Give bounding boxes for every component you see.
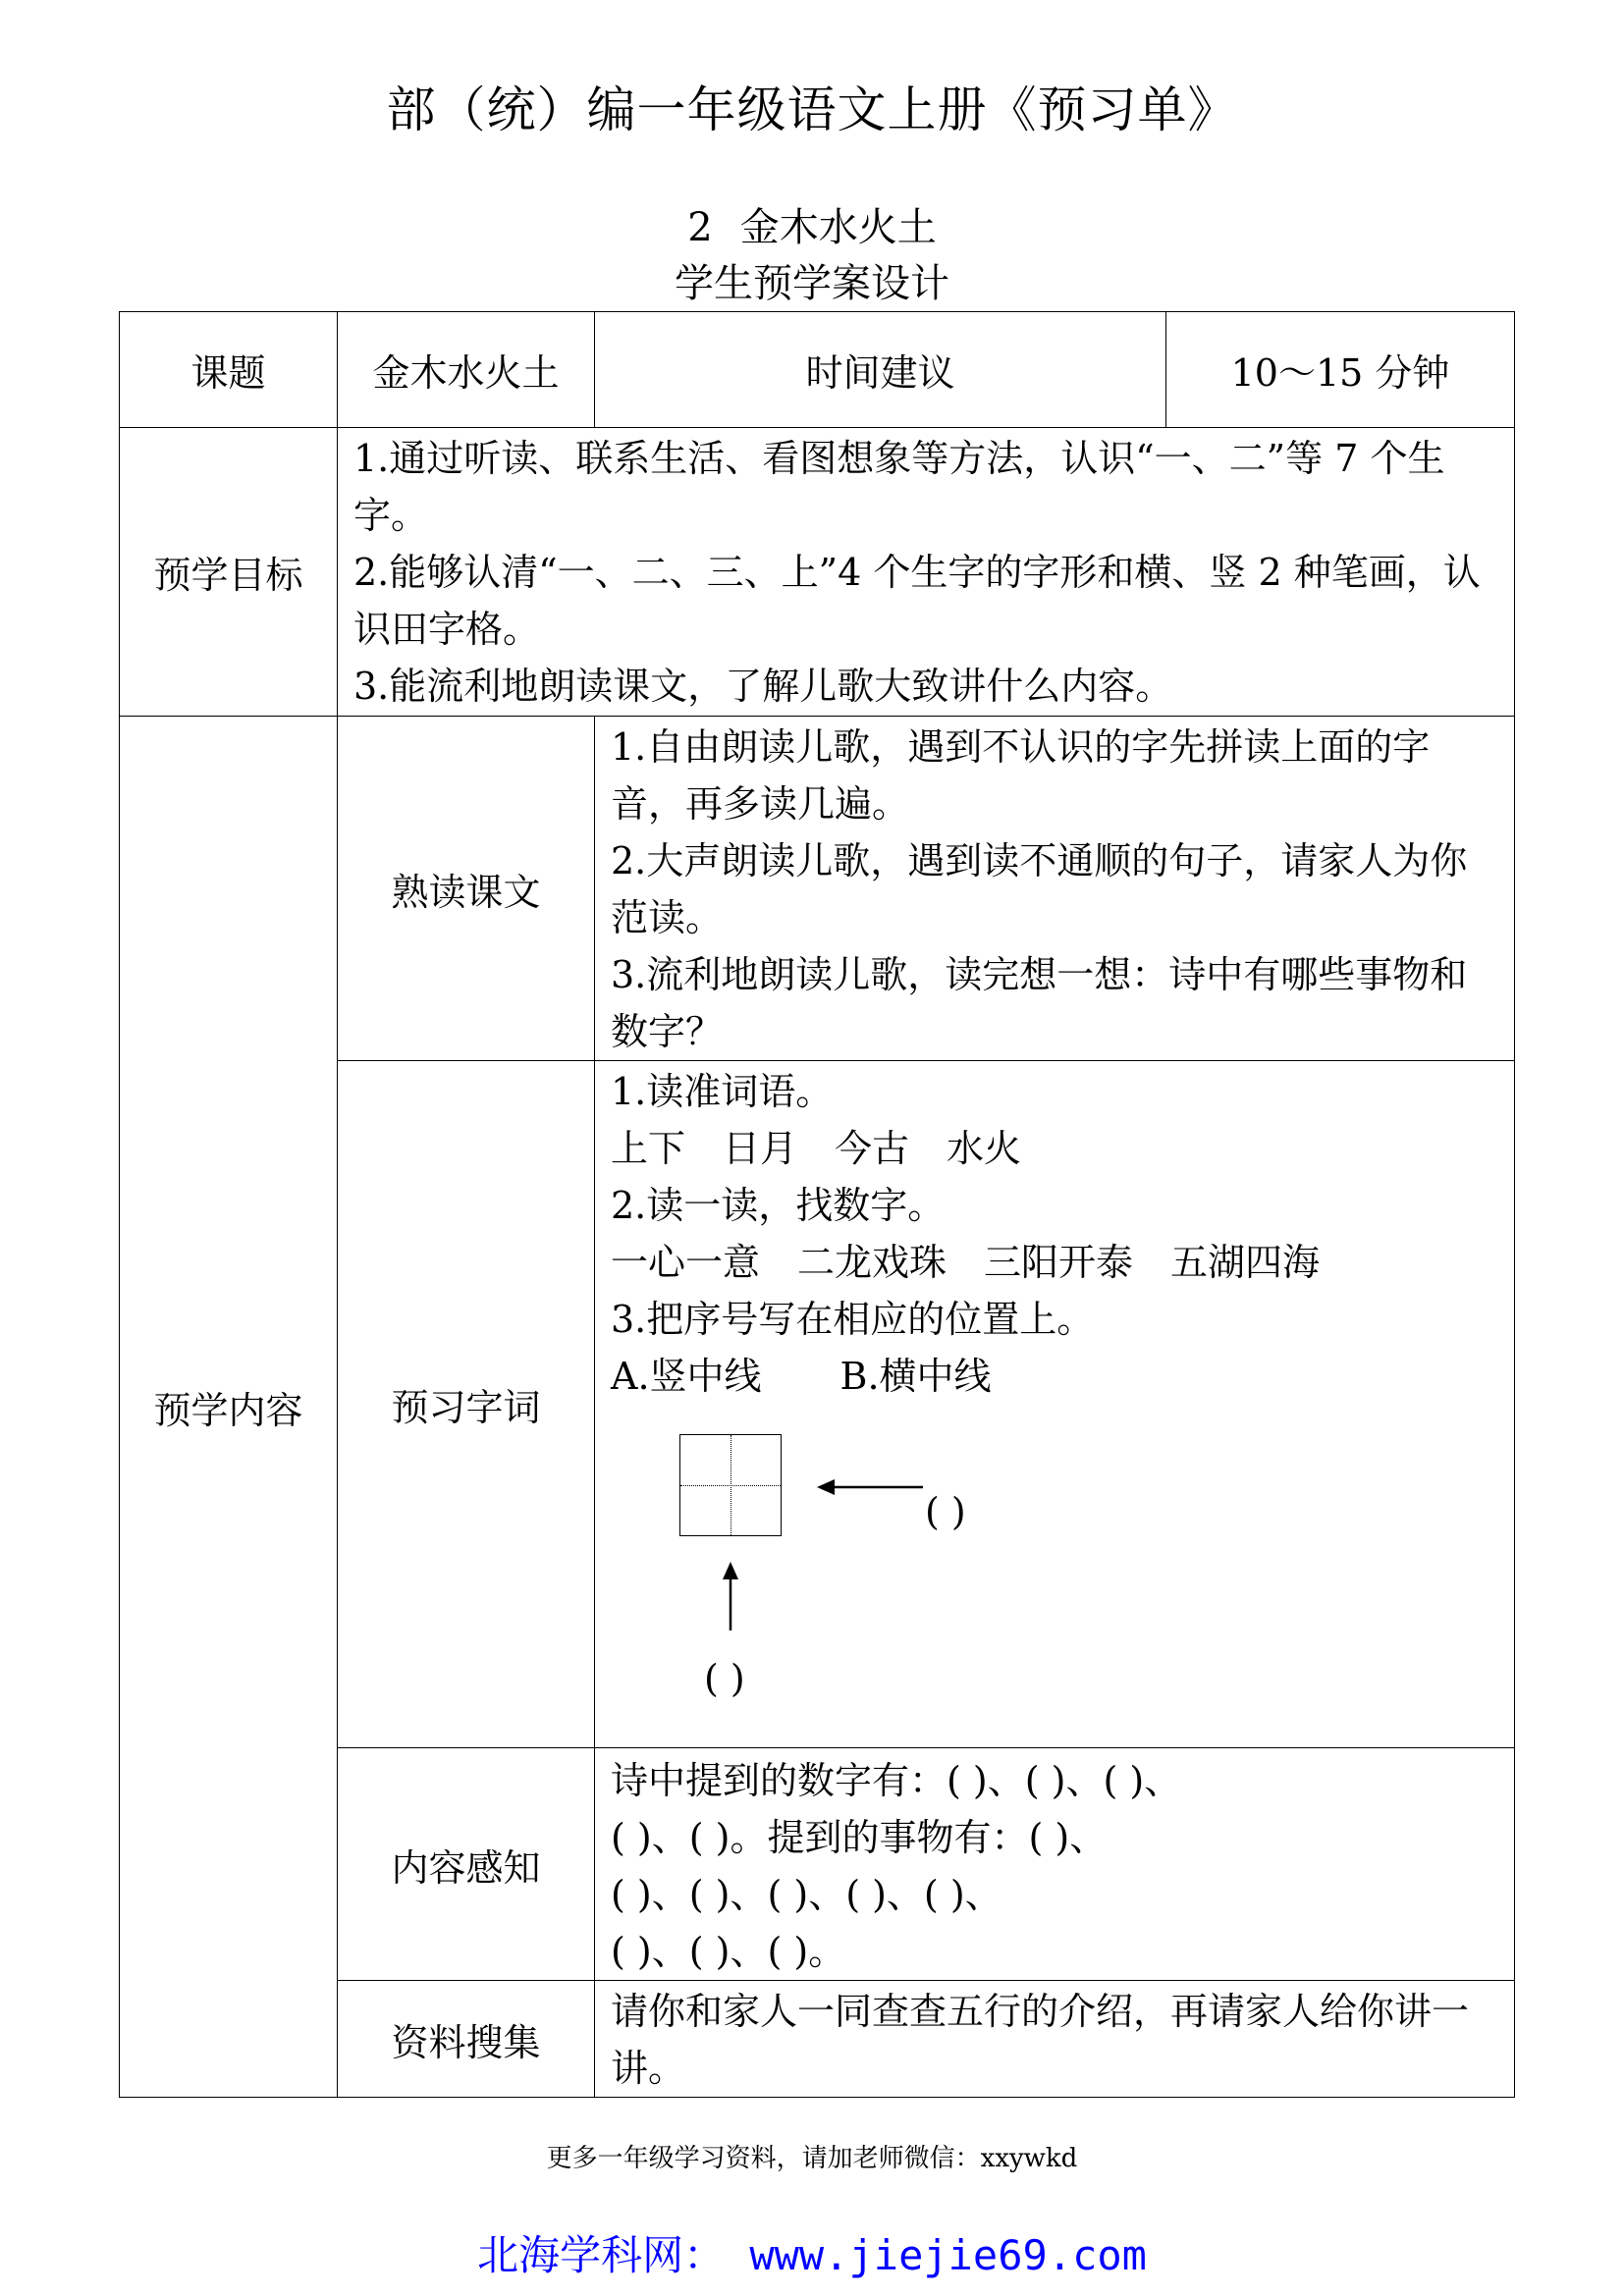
perception-line: ( )、( )、( )、( )、( )、: [611, 1873, 1002, 1916]
perception-line: ( )、( )、( )。: [611, 1930, 846, 1973]
time-value: 10～15 分钟: [1166, 312, 1515, 428]
words-q1: 1.读准词语。: [611, 1070, 834, 1113]
perception-text[interactable]: [595, 1748, 1515, 1981]
perception-line: 诗中提到的数字有：( )、( )、( )、: [611, 1759, 1182, 1802]
document-title: 部（统）编一年级语文上册《预习单》: [386, 81, 1238, 138]
reading-item: 1.自由朗读儿歌，遇到不认识的字先拼读上面的字音，再多读几遍。: [611, 725, 1431, 826]
idiom-item: 三阳开泰: [984, 1241, 1134, 1284]
goals-label: 预学目标: [120, 428, 338, 717]
topic-label: 课题: [120, 312, 338, 428]
topic-value: 金木水火土: [338, 312, 595, 428]
words-q3-options: [611, 1348, 1502, 1405]
footer-brand-link[interactable]: 北海学科网： www.jiejie69.com: [477, 2231, 1147, 2279]
lesson-number: 2: [687, 205, 713, 250]
words-text: [595, 1061, 1515, 1748]
time-label: 时间建议: [595, 312, 1166, 428]
reading-item: 3.流利地朗读儿歌，读完想一想：诗中有哪些事物和数字？: [611, 953, 1468, 1053]
tianzige-diagram: [611, 1405, 1502, 1699]
perception-label: 内容感知: [338, 1748, 595, 1981]
arrow-left-icon: [817, 1475, 925, 1499]
option-item: B.横中线: [839, 1355, 992, 1398]
blank-vertical[interactable]: ( ): [704, 1657, 745, 1700]
topic-row: [120, 312, 1515, 428]
words-q1-list: [611, 1120, 1502, 1177]
word-item: 今古: [835, 1127, 910, 1170]
preview-table: [119, 311, 1515, 2098]
research-label: 资料搜集: [338, 1981, 595, 2098]
goals-row: [120, 428, 1515, 717]
idiom-item: 一心一意: [611, 1241, 761, 1284]
subtitle: 学生预学案设计: [675, 261, 949, 306]
words-q2-list: [611, 1234, 1502, 1291]
reading-text: [595, 717, 1515, 1061]
idiom-item: 五湖四海: [1170, 1241, 1321, 1284]
goal-item: 1.通过听读、联系生活、看图想象等方法，认识“一、二”等 7 个生字。: [353, 437, 1445, 537]
content-label: 预学内容: [120, 717, 338, 2098]
arrow-up-icon: [719, 1562, 742, 1630]
lesson-title: [0, 196, 1624, 252]
perception-line: ( )、( )。提到的事物有：( )、: [611, 1816, 1108, 1859]
word-item: 日月: [723, 1127, 798, 1170]
word-item: 上下: [611, 1127, 686, 1170]
reading-label: 熟读课文: [338, 717, 595, 1061]
word-item: 水火: [947, 1127, 1022, 1170]
reading-item: 2.大声朗读儿歌，遇到读不通顺的句子，请家人为你范读。: [611, 839, 1468, 939]
goal-item: 2.能够认清“一、二、三、上”4 个生字的字形和横、竖 2 种笔画，认识田字格。: [353, 551, 1481, 651]
idiom-item: 二龙戏珠: [797, 1241, 947, 1284]
lesson-name: 金木水火土: [739, 205, 937, 250]
option-item: A.竖中线: [611, 1355, 762, 1398]
goal-item: 3.能流利地朗读课文，了解儿歌大致讲什么内容。: [353, 665, 1173, 708]
words-label: 预习字词: [338, 1061, 595, 1748]
blank-horizontal[interactable]: ( ): [925, 1490, 966, 1533]
words-q2: 2.读一读，找数字。: [611, 1184, 946, 1227]
research-text: 请你和家人一同查查五行的介绍，再请家人给你讲一讲。: [595, 1981, 1515, 2098]
words-q3: 3.把序号写在相应的位置上。: [611, 1298, 1095, 1341]
reading-row: [120, 717, 1515, 1061]
goals-text: [338, 428, 1515, 717]
tianzige-grid: [679, 1434, 782, 1536]
footer-note: 更多一年级学习资料，请加老师微信：xxywkd: [546, 2144, 1078, 2173]
